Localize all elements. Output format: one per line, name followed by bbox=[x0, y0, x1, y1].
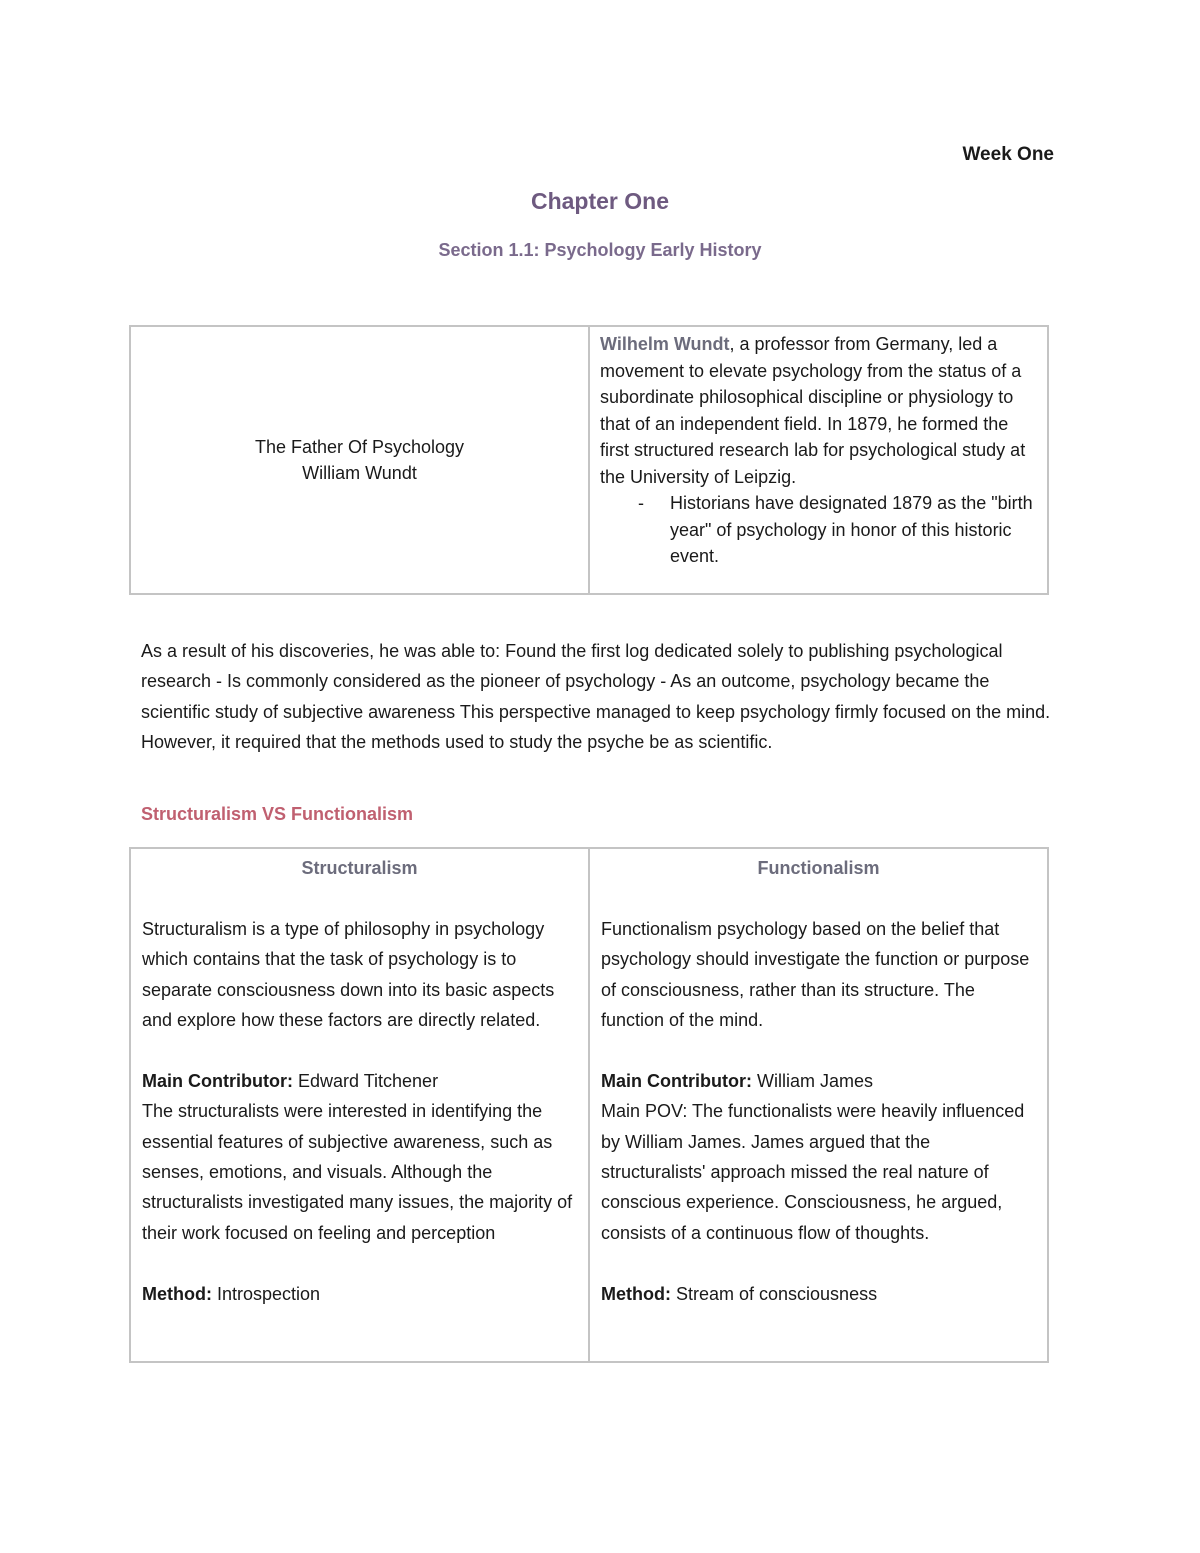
structuralism-method bbox=[142, 1279, 577, 1309]
section-title: Section 1.1: Psychology Early History bbox=[438, 240, 762, 260]
contributor-name: William James bbox=[751, 1070, 873, 1091]
method-label: Method: bbox=[142, 1283, 212, 1304]
contributor-name: Edward Titchener bbox=[292, 1070, 439, 1091]
wundt-description bbox=[600, 331, 1037, 490]
table-row bbox=[130, 848, 1048, 1362]
structuralism-description: Structuralism is a type of philosophy in psychology which contains that the task of psychology is to separate consciousness down into its basic aspects and explore how these factors are directly related. bbox=[142, 918, 555, 1031]
method-value: Stream of consciousness bbox=[670, 1283, 878, 1304]
chapter-title: Chapter One bbox=[530, 188, 670, 214]
structuralism-title: Structuralism bbox=[301, 858, 418, 878]
contributor-label: Main Contributor: bbox=[142, 1070, 293, 1091]
structuralism-contributor bbox=[142, 1066, 577, 1096]
structuralism-cell bbox=[130, 848, 589, 1362]
bullet-text: Historians have designated 1879 as the "birth year" of psychology in honor of this historic event. bbox=[670, 493, 1033, 566]
functionalism-cell bbox=[589, 848, 1048, 1362]
wundt-text: , a professor from Germany, led a movement to elevate psychology from the status of a subordinate philosophical discipline or physiology to that of an independent field. In 1879, he formed the first structured research lab for psychological study at the University of Leipzig. bbox=[600, 334, 1026, 487]
comparison-heading: Structuralism VS Functionalism bbox=[141, 804, 414, 824]
father-of-psychology-table bbox=[129, 325, 1049, 595]
method-label: Method: bbox=[601, 1283, 671, 1304]
contributor-label: Main Contributor: bbox=[601, 1070, 752, 1091]
structuralism-detail: The structuralists were interested in identifying the essential features of subjective awareness, such as senses, emotions, and visuals. Although the structuralists investigated many issues, the majority of their work focused on feeling and perception bbox=[142, 1101, 573, 1243]
method-value: Introspection bbox=[211, 1283, 321, 1304]
functionalism-method bbox=[601, 1279, 1036, 1309]
wundt-description-cell bbox=[589, 326, 1048, 594]
comparison-table bbox=[129, 847, 1049, 1363]
dash-bullet-icon: - bbox=[638, 493, 644, 513]
functionalism-detail: Main POV: The functionalists were heavily influenced by William James. James argued that the structuralists' approach missed the real nature of conscious experience. Consciousness, he argued, consists of a continuous flow of thoughts. bbox=[601, 1101, 1025, 1243]
father-cell bbox=[130, 326, 589, 594]
father-name: William Wundt bbox=[302, 463, 417, 483]
wundt-bullet-list bbox=[600, 490, 1037, 570]
father-label: The Father Of Psychology bbox=[254, 436, 465, 457]
functionalism-title: Functionalism bbox=[757, 858, 880, 878]
wundt-name: Wilhelm Wundt bbox=[600, 334, 730, 354]
table-row bbox=[130, 326, 1048, 594]
week-label: Week One bbox=[962, 144, 1054, 165]
discoveries-paragraph: As a result of his discoveries, he was able to: Found the first log dedicated solely to publishing psychological research - Is commonly considered as the pioneer of psychology - As an outcome, psychology became the scientific study of subjective awareness This perspective managed to keep psychology firmly focused on the mind. However, it required that the methods used to study the psyche be as scientific. bbox=[141, 641, 1051, 753]
list-item bbox=[638, 490, 1037, 570]
functionalism-contributor bbox=[601, 1066, 1036, 1096]
functionalism-description: Functionalism psychology based on the belief that psychology should investigate the function or purpose of consciousness, rather than its structure. The function of the mind. bbox=[601, 918, 1030, 1031]
